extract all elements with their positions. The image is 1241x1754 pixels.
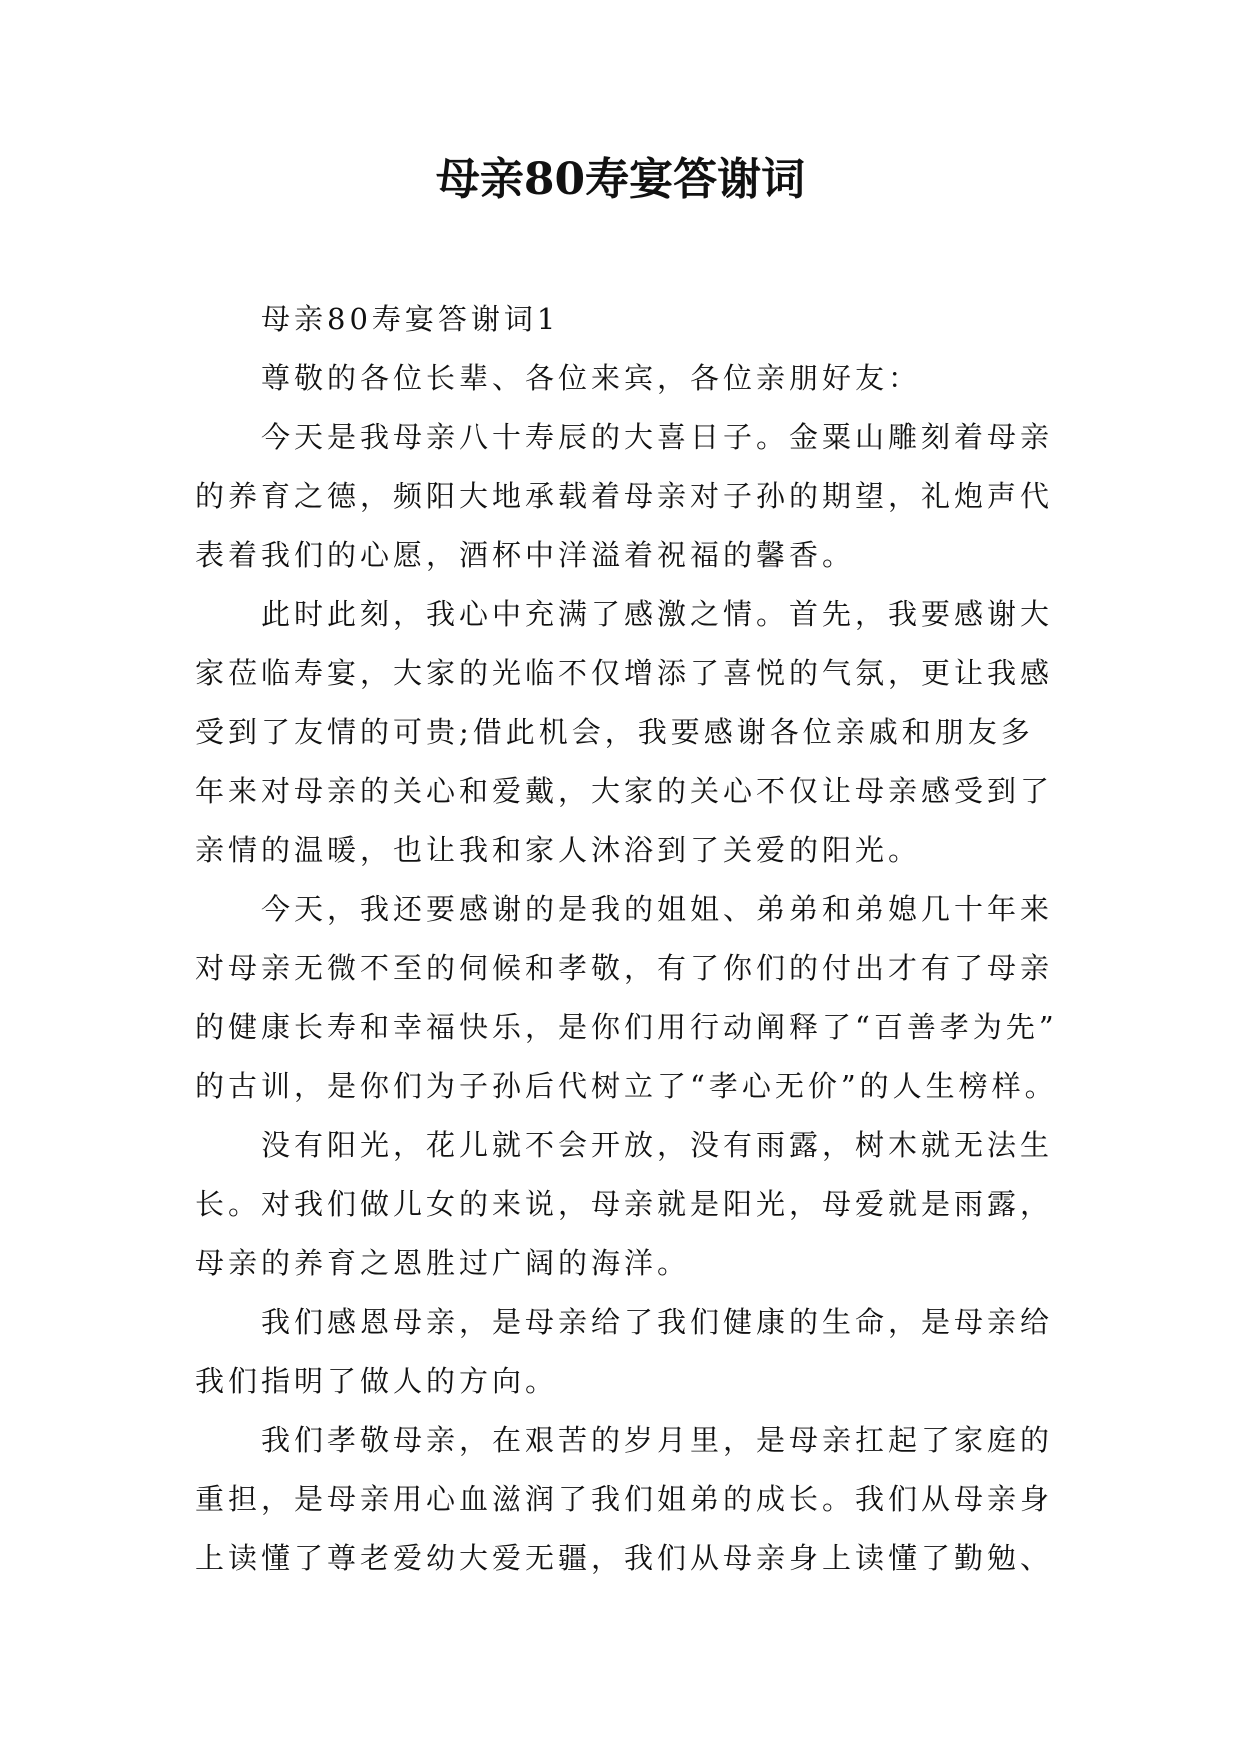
document-body [195,290,1058,1588]
paragraph-line: 的养育之德，频阳大地承载着母亲对子孙的期望，礼炮声代 [195,479,1054,513]
paragraph [195,1411,1055,1588]
paragraph-line: 上读懂了尊老爱幼大爱无疆，我们从母亲身上读懂了勤勉、 [195,1541,1054,1575]
paragraph-line: 对母亲无微不至的伺候和孝敬，有了你们的付出才有了母亲 [195,951,1054,985]
paragraph-line: 此时此刻，我心中充满了感激之情。首先，我要感谢大 [261,597,1054,631]
paragraph-line: 长。对我们做儿女的来说，母亲就是阳光，母爱就是雨露， [195,1187,1054,1221]
paragraph-line: 受到了友情的可贵;借此机会，我要感谢各位亲戚和朋友多 [195,715,1034,749]
paragraph-line: 的古训，是你们为子孙后代树立了“孝心无价”的人生榜样。 [195,1069,1058,1103]
paragraph-line: 今天，我还要感谢的是我的姐姐、弟弟和弟媳几十年来 [261,892,1054,926]
paragraph-line: 亲情的温暖，也让我和家人沐浴到了关爱的阳光。 [195,833,922,867]
paragraph-line: 家莅临寿宴，大家的光临不仅增添了喜悦的气氛，更让我感 [195,656,1054,690]
paragraph [195,290,1055,349]
paragraph-line: 母亲的养育之恩胜过广阔的海洋。 [195,1246,691,1280]
paragraph [195,349,1055,408]
paragraph [195,408,1055,585]
paragraph [195,1293,1055,1411]
paragraph-line: 没有阳光，花儿就不会开放，没有雨露，树木就无法生 [261,1128,1054,1162]
paragraph-line: 母亲80寿宴答谢词1 [261,302,560,336]
paragraph-line: 我们孝敬母亲，在艰苦的岁月里，是母亲扛起了家庭的 [261,1423,1054,1457]
paragraph-line: 表着我们的心愿，酒杯中洋溢着祝福的馨香。 [195,538,856,572]
paragraph [195,1116,1055,1293]
paragraph [195,585,1055,880]
paragraph-line: 尊敬的各位长辈、各位来宾，各位亲朋好友： [261,361,922,395]
paragraph-line: 重担，是母亲用心血滋润了我们姐弟的成长。我们从母亲身 [195,1482,1054,1516]
paragraph-line: 年来对母亲的关心和爱戴，大家的关心不仅让母亲感受到了 [195,774,1054,808]
paragraph-line: 的健康长寿和幸福快乐，是你们用行动阐释了“百善孝为先” [195,1010,1058,1044]
paragraph-line: 今天是我母亲八十寿辰的大喜日子。金粟山雕刻着母亲 [261,420,1054,454]
document-title: 母亲80寿宴答谢词 [435,154,806,205]
paragraph-line: 我们感恩母亲，是母亲给了我们健康的生命，是母亲给 [261,1305,1054,1339]
paragraph [195,880,1058,1116]
paragraph-line: 我们指明了做人的方向。 [195,1364,559,1398]
